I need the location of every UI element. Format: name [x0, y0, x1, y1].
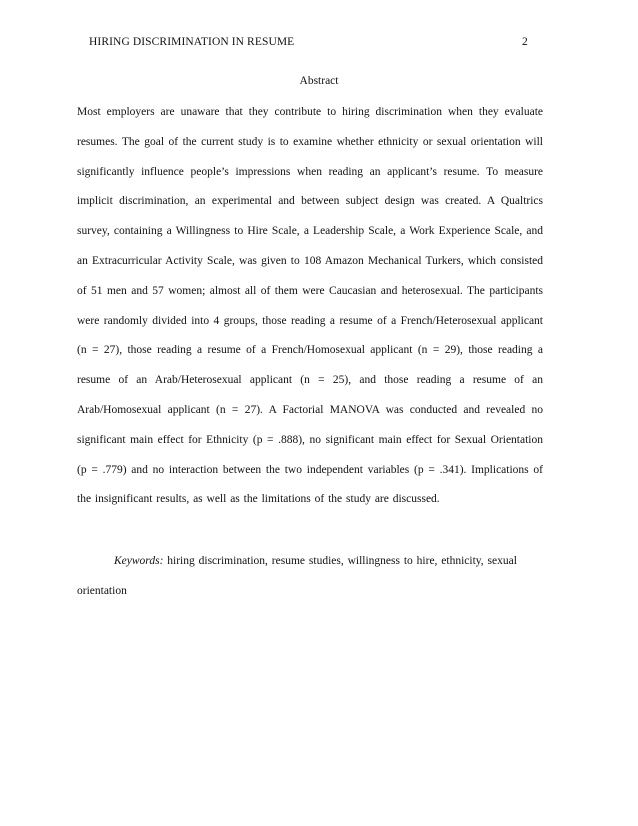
abstract-heading: Abstract — [299, 75, 339, 87]
keywords-label: Keywords: — [114, 555, 164, 567]
page-number: 2 — [522, 36, 528, 48]
keywords-paragraph — [77, 546, 543, 606]
abstract-body: Most employers are unaware that they contribute to hiring discrimination when they evaluate resumes. The goal of the current study is to examine whether ethnicity or sexual orientation will significantly influence people’s impressions when reading an applicant’s resume. To measure implicit discrimination, an experimental and between subject design was created. A Qualtrics survey, containing a Willingness to Hire Scale, a Leadership Scale, a Work Experience Scale, and an Extracurricular Activity Scale, was given to 108 Amazon Mechanical Turkers, which consisted of 51 men and 57 women; almost all of them were Caucasian and heterosexual. The participants were randomly divided into 4 groups, those reading a resume of a French/Heterosexual applicant (n = 27), those reading a resume of a French/Homosexual applicant (n = 29), those reading a resume of an Arab/Heterosexual applicant (n = 25), and those reading a resume of an Arab/Homosexual applicant (n = 27). A Factorial MANOVA was conducted and revealed no significant main effect for Ethnicity (p = .888), no significant main effect for Sexual Orientation (p = .779) and no interaction between the two independent variables (p = .341). Implications of the insignificant results, as well as the limitations of the study are discussed. — [77, 106, 543, 506]
keywords-text: hiring discrimination, resume studies, willingness to hire, ethnicity, sexual orientation — [77, 555, 517, 597]
running-head: HIRING DISCRIMINATION IN RESUME — [89, 36, 295, 48]
